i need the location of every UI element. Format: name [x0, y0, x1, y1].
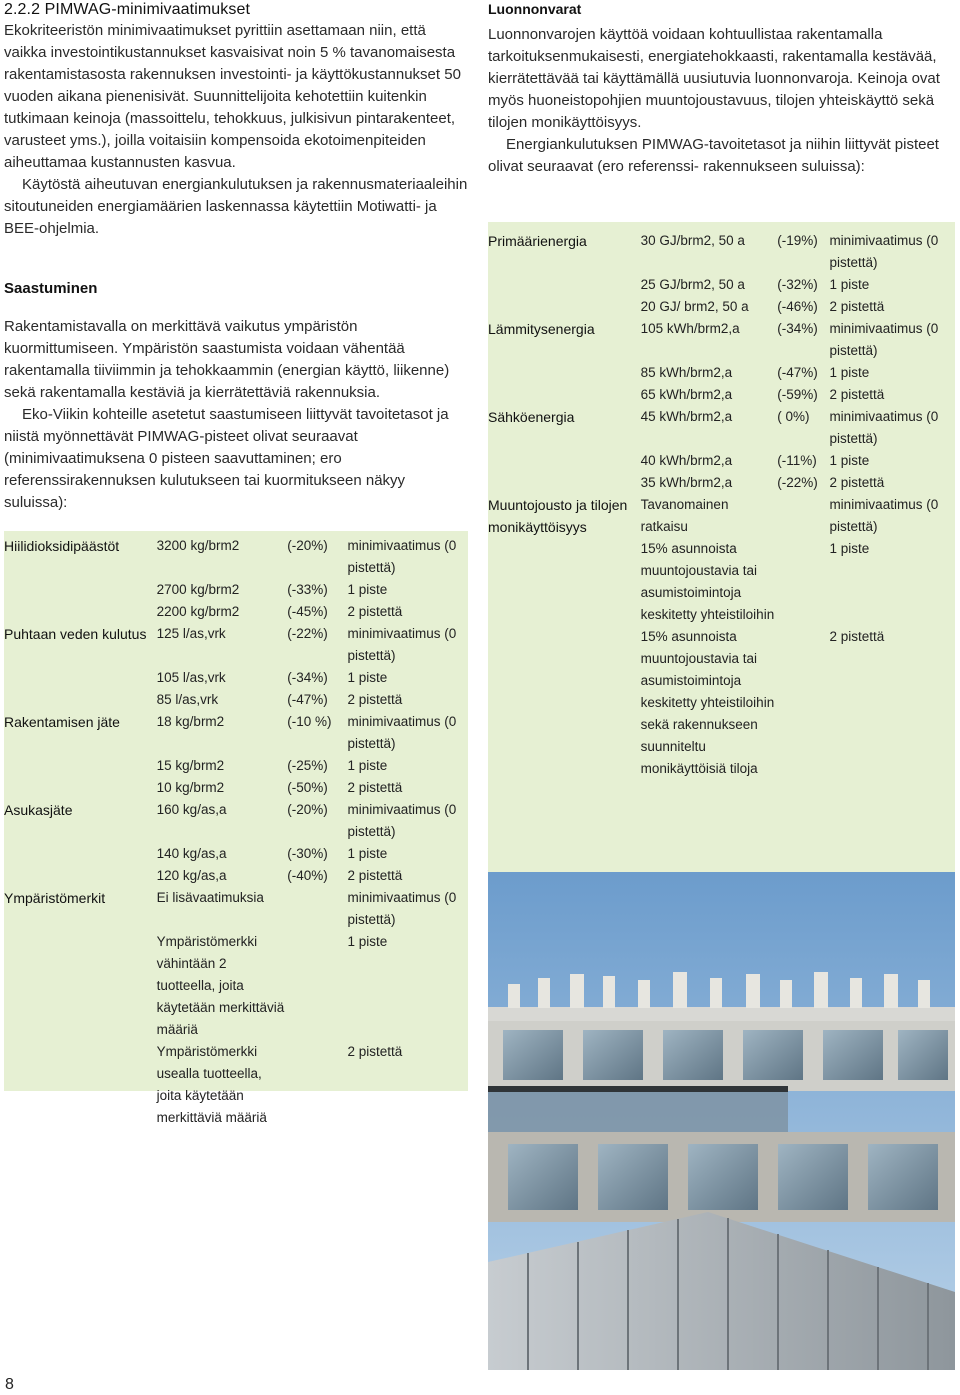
- building-photo-illustration: [488, 872, 955, 1370]
- value-cell: Ei lisävaatimuksia: [156, 890, 264, 905]
- category-cell: Hiilidioksidipäästöt: [4, 538, 120, 554]
- category-cell: [488, 472, 641, 494]
- value-cell: 105 l/as,vrk: [156, 670, 226, 685]
- points-cell: 2 pistettä: [347, 1044, 403, 1059]
- left-column: [4, 0, 470, 514]
- section-heading: 2.2.2 PIMWAG-minimivaatimukset: [4, 1, 251, 18]
- category-cell: [4, 579, 157, 601]
- value-cell: Ympäristömerkki usealla tuotteella, joita käytetään merkittäviä määriä: [156, 1044, 267, 1125]
- value-cell: 10 kg/brm2: [156, 780, 225, 795]
- percent-cell: (-45%): [287, 604, 328, 619]
- points-cell: minimivaatimus (0 pistettä): [829, 497, 939, 534]
- category-cell: [4, 865, 157, 887]
- value-cell: 125 l/as,vrk: [156, 626, 226, 641]
- table-row: [488, 538, 955, 626]
- table-row: [488, 494, 955, 538]
- table-row: [4, 711, 468, 755]
- value-cell: 30 GJ/brm2, 50 a: [640, 233, 745, 248]
- table-row: [4, 887, 468, 931]
- points-cell: 2 pistettä: [829, 299, 885, 314]
- percent-cell: (-11%): [777, 453, 817, 468]
- percent-cell: (-47%): [777, 365, 818, 380]
- value-cell: 85 l/as,vrk: [156, 692, 219, 707]
- points-cell: minimivaatimus (0 pistettä): [829, 233, 939, 270]
- value-cell: 25 GJ/brm2, 50 a: [640, 277, 745, 292]
- points-cell: 1 piste: [347, 758, 388, 773]
- sub-heading: Saastuminen: [4, 280, 98, 297]
- percent-cell: ( 0%): [777, 409, 810, 424]
- table-row: [4, 843, 468, 865]
- category-cell: Asukasjäte: [4, 802, 73, 818]
- points-cell: 2 pistettä: [829, 629, 885, 644]
- percent-cell: (-20%): [287, 538, 328, 553]
- table-row: [488, 318, 955, 362]
- value-cell: 45 kWh/brm2,a: [640, 409, 733, 424]
- category-cell: Puhtaan veden kulutus: [4, 626, 147, 642]
- building-photo: [488, 872, 955, 1370]
- points-cell: minimivaatimus (0 pistettä): [829, 409, 939, 446]
- category-cell: Primäärienergia: [488, 233, 587, 249]
- percent-cell: (-59%): [777, 387, 818, 402]
- points-cell: 1 piste: [347, 934, 388, 949]
- value-cell: 18 kg/brm2: [156, 714, 225, 729]
- points-cell: 2 pistettä: [829, 387, 885, 402]
- category-cell: [4, 667, 157, 689]
- value-cell: 15% asunnoista muuntojoustavia tai asumistoimintoja keskitetty yhteistiloihin sekä rakennukseen suunniteltu monikäyttöisiä tiloja: [640, 629, 775, 776]
- percent-cell: (-20%): [287, 802, 328, 817]
- percent-cell: [287, 1041, 347, 1129]
- section-heading: Luonnonvarat: [488, 1, 582, 17]
- category-cell: [4, 843, 157, 865]
- category-cell: [4, 755, 157, 777]
- points-cell: 2 pistettä: [347, 780, 403, 795]
- percent-cell: [287, 887, 347, 931]
- category-cell: [488, 538, 641, 626]
- points-cell: minimivaatimus (0 pistettä): [347, 626, 457, 663]
- table-row: [4, 667, 468, 689]
- percent-cell: [777, 626, 829, 780]
- table-row: [488, 362, 955, 384]
- percent-cell: (-33%): [287, 582, 328, 597]
- value-cell: Ympäristömerkki vähintään 2 tuotteella, joita käytetään merkittäviä määriä: [156, 934, 285, 1037]
- value-cell: Tavanomainen ratkaisu: [640, 497, 729, 534]
- value-cell: 105 kWh/brm2,a: [640, 321, 740, 336]
- points-cell: 2 pistettä: [829, 475, 885, 490]
- percent-cell: [777, 494, 829, 538]
- category-cell: [4, 601, 157, 623]
- category-cell: [488, 296, 641, 318]
- table-row: [4, 777, 468, 799]
- value-cell: 2200 kg/brm2: [156, 604, 240, 619]
- table-row: [4, 535, 468, 579]
- category-cell: [4, 777, 157, 799]
- percent-cell: (-30%): [287, 846, 328, 861]
- percent-cell: (-34%): [287, 670, 328, 685]
- value-cell: 160 kg/as,a: [156, 802, 227, 817]
- table-row: [4, 865, 468, 887]
- category-cell: Muuntojousto ja tilojen monikäyttöisyys: [488, 497, 628, 535]
- points-cell: 1 piste: [347, 582, 388, 597]
- percent-cell: (-47%): [287, 692, 328, 707]
- table-row: [488, 296, 955, 318]
- category-cell: [488, 626, 641, 780]
- table-row: [488, 406, 955, 450]
- category-cell: Sähköenergia: [488, 409, 575, 425]
- value-cell: 65 kWh/brm2,a: [640, 387, 733, 402]
- table-row: [488, 626, 955, 780]
- value-cell: 40 kWh/brm2,a: [640, 453, 733, 468]
- value-cell: 120 kg/as,a: [156, 868, 227, 883]
- table-row: [488, 450, 955, 472]
- body-paragraph: Rakentamistavalla on merkittävä vaikutus ympäristön kuormittumiseen. Ympäristön saastumista voidaan vähentää rakentamalla tiiviimmin ja tehokkaammin (energian käyttö, liikenne) sekä rakentamalla kestäviä ja kierrätettäviä rakennuksia.: [4, 318, 450, 401]
- points-cell: minimivaatimus (0 pistettä): [347, 714, 457, 751]
- category-cell: [488, 362, 641, 384]
- energy-requirements-table: [488, 222, 955, 880]
- percent-cell: (-40%): [287, 868, 328, 883]
- value-cell: 15 kg/brm2: [156, 758, 225, 773]
- table-row: [488, 472, 955, 494]
- body-paragraph: Käytöstä aiheutuvan energiankulutuksen ja rakennusmateriaaleihin sitoutuneiden energiamäärien laskennassa käytettiin Motiwatti- ja BEE-ohjelmia.: [4, 176, 468, 237]
- percent-cell: [287, 931, 347, 1041]
- table-row: [4, 799, 468, 843]
- body-paragraph: Eko-Viikin kohteille asetetut saastumiseen liittyvät tavoitetasot ja niistä myönnettävät PIMWAG-pisteet olivat seuraavat (minimivaatimuksena 0 pisteen saavuttaminen; ero referenssirakennuksen kulutukseen tai kuormitukseen näkyy suluissa):: [4, 406, 449, 511]
- right-column: [488, 0, 955, 178]
- points-cell: 1 piste: [347, 670, 388, 685]
- category-cell: Ympäristömerkit: [4, 890, 106, 906]
- points-cell: minimivaatimus (0 pistettä): [347, 802, 457, 839]
- table-row: [4, 1041, 468, 1129]
- category-cell: [488, 384, 641, 406]
- category-cell: [4, 689, 157, 711]
- value-cell: 15% asunnoista muuntojoustavia tai asumistoimintoja keskitetty yhteistiloihin: [640, 541, 775, 622]
- category-cell: [488, 274, 641, 296]
- percent-cell: (-34%): [777, 321, 818, 336]
- body-paragraph: Ekokriteeristön minimivaatimukset pyrittiin asettamaan niin, että vaikka investointikustannukset kasvaisivat noin 5 % tavanomaisesta rakentamistasosta rakennuksen investointi- ja käyttökustannukset 50 vuoden aikana pienenisivät. Suunnittelijoita kehotettiin kuitenkin tutkimaan keinoja (massoittelu, tehokkuus, julkisivun pintarakenteet, varusteet yms.), joilla voitaisiin kompensoida ekotoimenpiteiden aiheuttamaa kustannusten kasvua.: [4, 22, 461, 171]
- points-cell: 1 piste: [829, 541, 870, 556]
- percent-cell: [777, 538, 829, 626]
- percent-cell: (-22%): [287, 626, 328, 641]
- points-cell: 1 piste: [829, 277, 870, 292]
- page-number: 8: [5, 1376, 14, 1393]
- table-row: [488, 274, 955, 296]
- category-cell: [4, 931, 157, 1041]
- category-cell: [488, 450, 641, 472]
- percent-cell: (-10 %): [287, 714, 332, 729]
- points-cell: 1 piste: [347, 846, 388, 861]
- table-row: [4, 931, 468, 1041]
- table-row: [4, 755, 468, 777]
- table-row: [4, 579, 468, 601]
- percent-cell: (-22%): [777, 475, 818, 490]
- value-cell: 2700 kg/brm2: [156, 582, 240, 597]
- percent-cell: (-32%): [777, 277, 818, 292]
- value-cell: 35 kWh/brm2,a: [640, 475, 733, 490]
- percent-cell: (-25%): [287, 758, 328, 773]
- points-cell: minimivaatimus (0 pistettä): [347, 890, 457, 927]
- points-cell: 1 piste: [829, 365, 870, 380]
- points-cell: 2 pistettä: [347, 868, 403, 883]
- percent-cell: (-50%): [287, 780, 328, 795]
- table-row: [4, 623, 468, 667]
- points-cell: 2 pistettä: [347, 692, 403, 707]
- points-cell: 1 piste: [829, 453, 870, 468]
- table-row: [4, 689, 468, 711]
- category-cell: [4, 1041, 157, 1129]
- category-cell: Rakentamisen jäte: [4, 714, 120, 730]
- body-paragraph: Energiankulutuksen PIMWAG-tavoitetasot ja niihin liittyvät pisteet olivat seuraavat (ero referenssi- rakennukseen suluissa):: [488, 136, 939, 175]
- table-row: [488, 230, 955, 274]
- percent-cell: (-19%): [777, 233, 818, 248]
- value-cell: 20 GJ/ brm2, 50 a: [640, 299, 749, 314]
- value-cell: 85 kWh/brm2,a: [640, 365, 733, 380]
- points-cell: minimivaatimus (0 pistettä): [829, 321, 939, 358]
- points-cell: minimivaatimus (0 pistettä): [347, 538, 457, 575]
- pollution-requirements-table: [4, 531, 468, 1125]
- percent-cell: (-46%): [777, 299, 818, 314]
- table-row: [4, 601, 468, 623]
- category-cell: Lämmitysenergia: [488, 321, 595, 337]
- value-cell: 3200 kg/brm2: [156, 538, 240, 553]
- value-cell: 140 kg/as,a: [156, 846, 227, 861]
- body-paragraph: Luonnonvarojen käyttöä voidaan kohtuullistaa rakentamalla tarkoituksenmukaisesti, energiatehokkaasti, rakentamalla kestävää, kierrätettävää tai käyttämällä uusiutuvia luonnonvaroja. Keinoja ovat myös huoneistopohjien muuntojoustavuus, tilojen yhteiskäyttö sekä tilojen monikäyttöisyys.: [488, 26, 940, 131]
- points-cell: 2 pistettä: [347, 604, 403, 619]
- table-row: [488, 384, 955, 406]
